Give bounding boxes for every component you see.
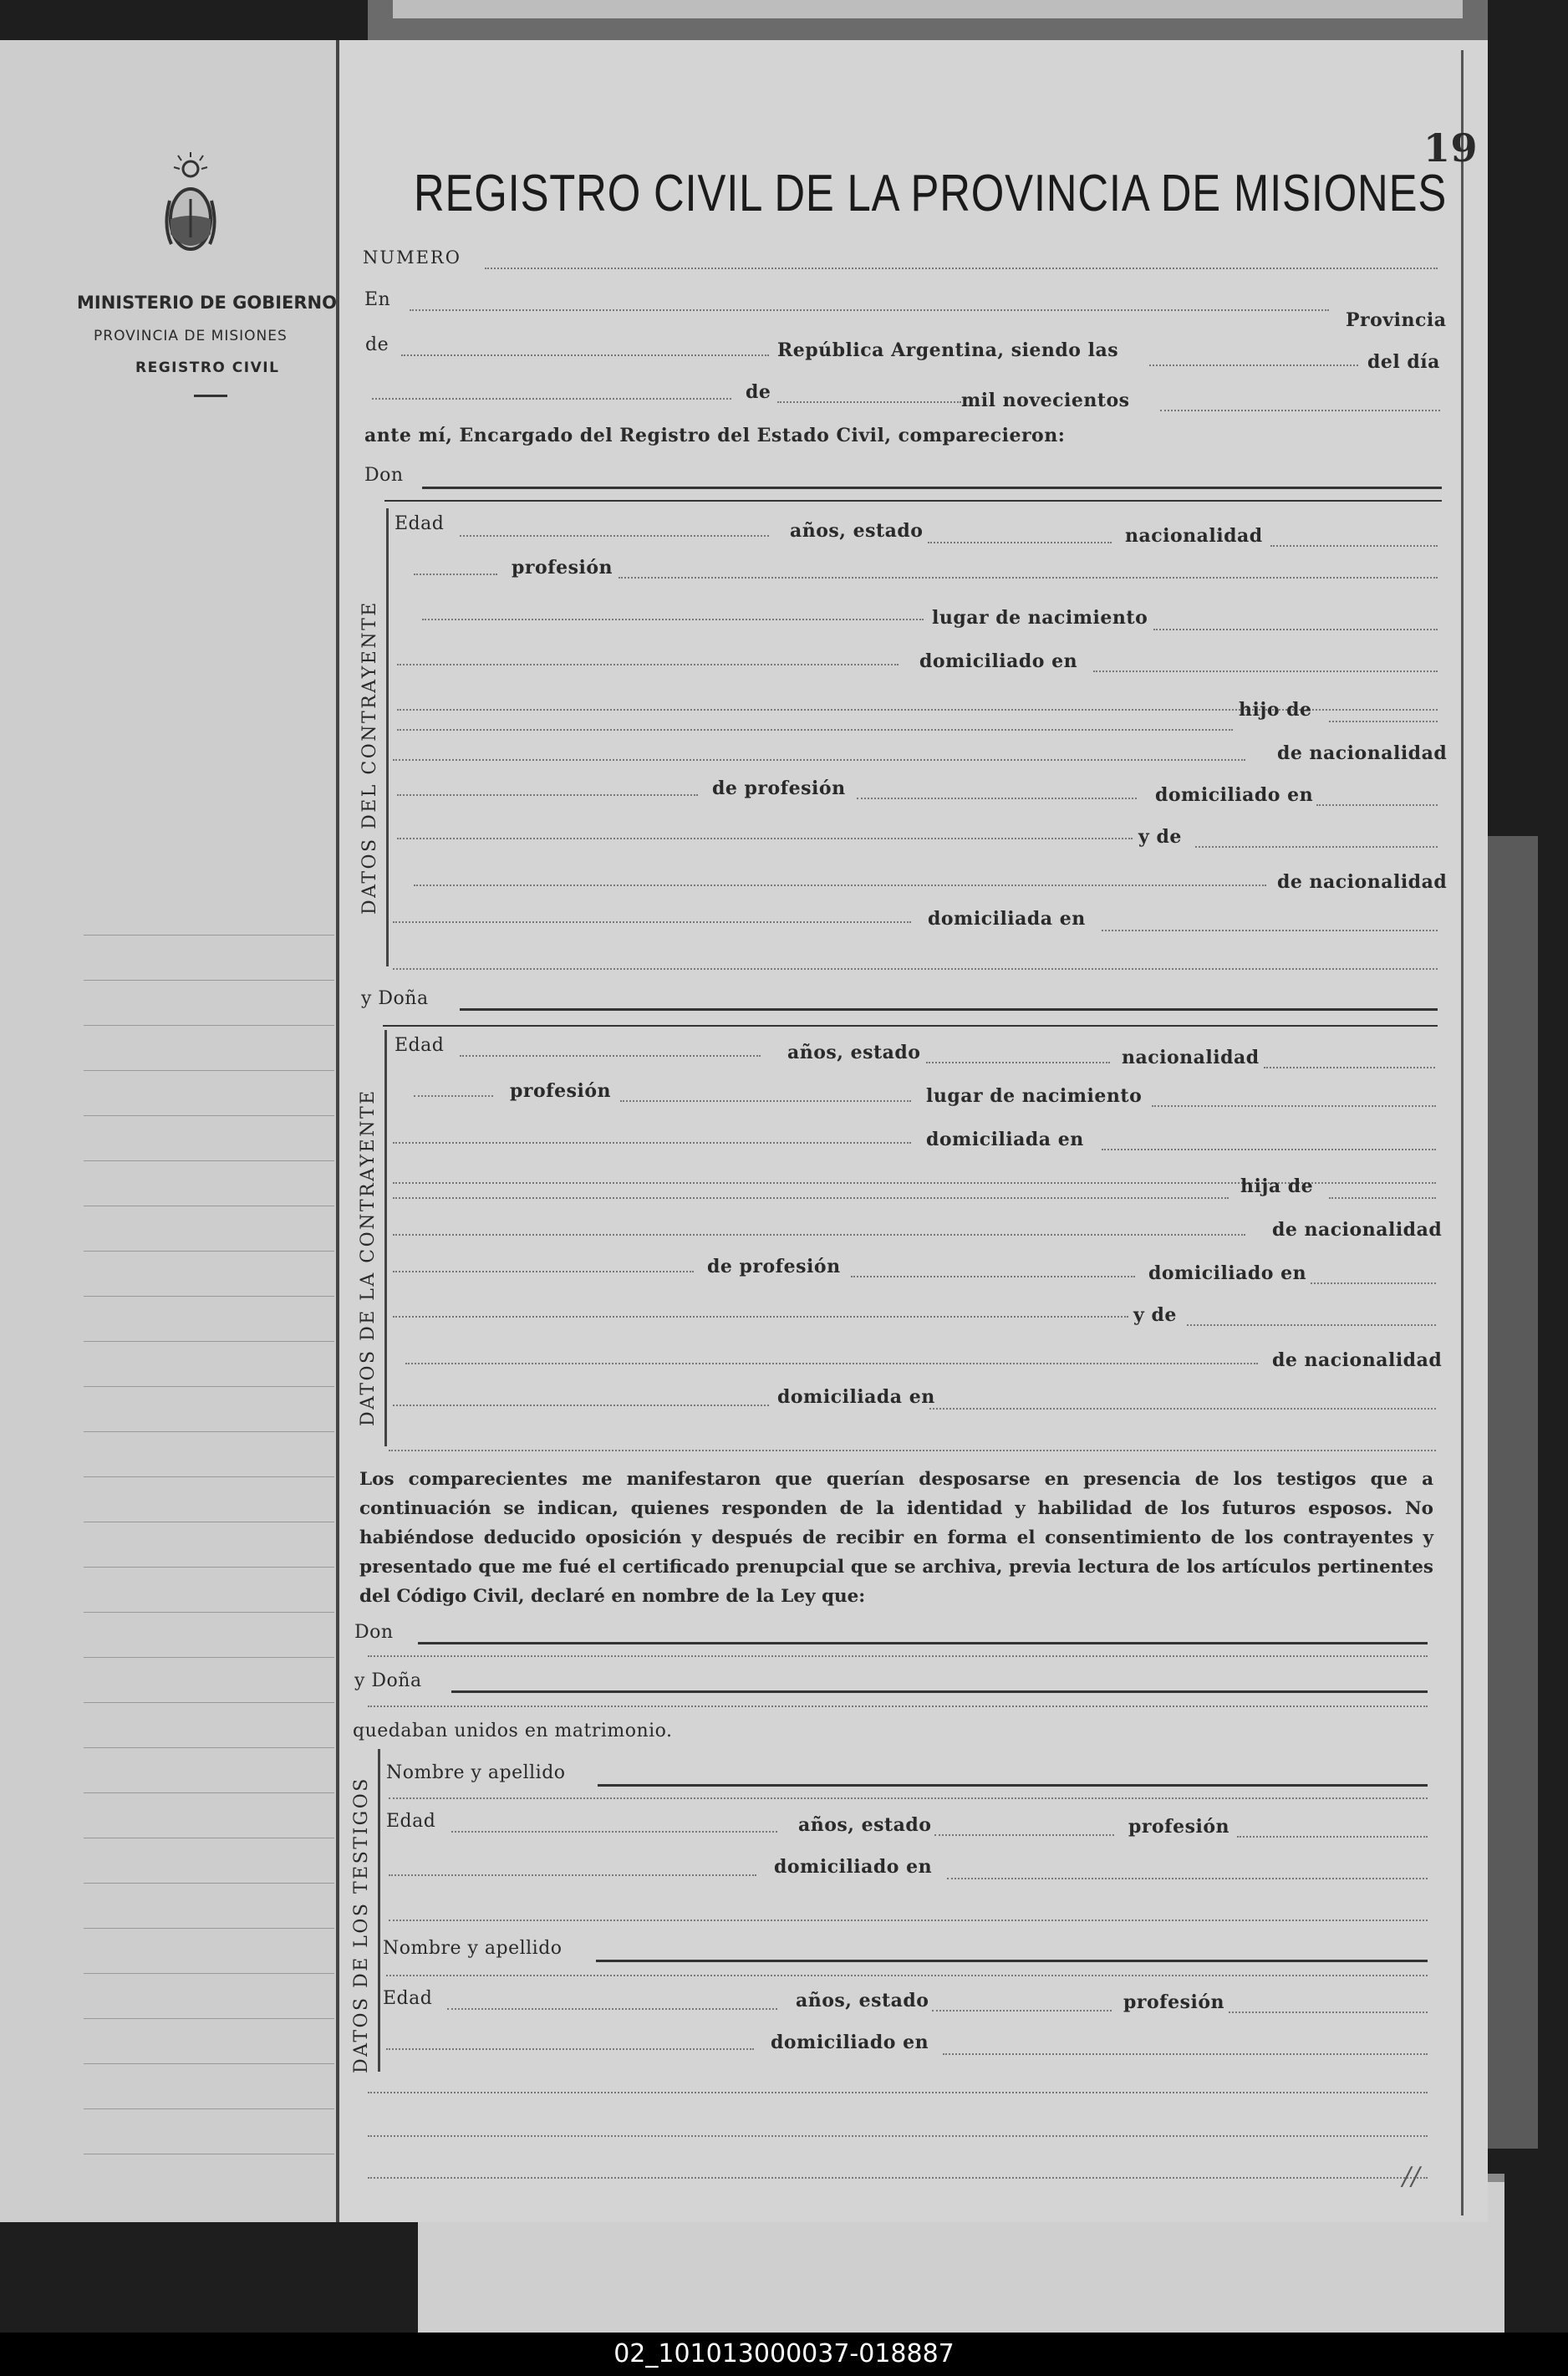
groom-lugar-field[interactable] bbox=[1153, 629, 1438, 630]
bride-mother-dom-field[interactable] bbox=[929, 1408, 1436, 1410]
w2-profesion-label: profesión bbox=[1123, 1991, 1225, 2013]
witnesses-bracket bbox=[378, 1749, 380, 2072]
margin-rule-line bbox=[84, 1296, 334, 1297]
groom-father-field[interactable] bbox=[1329, 721, 1438, 722]
office-label: REGISTRO CIVIL bbox=[135, 359, 280, 376]
page-title: REGISTRO CIVIL DE LA PROVINCIA DE MISIONES bbox=[414, 165, 1448, 222]
declaration-paragraph: Los comparecientes me manifestaron que querían desposarse en presencia de los testigos que a continuación se indican, quienes responden de la identidad y habilidad de los futuros esposos. No habiéndose deducido oposición y después de recibir en forma el consentimiento de los contrayentes y presentado que me fué el certificado prenupcial que se archiva, previa lectura de los artículos pertinentes del Código Civil, declaré en nombre de la Ley que: bbox=[359, 1469, 1433, 1607]
groom-age-field[interactable] bbox=[460, 535, 769, 537]
margin-rule bbox=[336, 40, 339, 2222]
w1-age-field[interactable] bbox=[451, 1831, 777, 1833]
bride-nacionalidad-label: nacionalidad bbox=[1122, 1047, 1260, 1068]
w2-nombre-label: Nombre y apellido bbox=[383, 1938, 563, 1959]
w1-line2[interactable] bbox=[389, 1874, 756, 1876]
groom-de-nac2-label: de nacionalidad bbox=[1277, 871, 1448, 893]
margin-rule-line bbox=[84, 1341, 334, 1342]
groom-estado-field[interactable] bbox=[928, 542, 1112, 543]
w2-name-field[interactable] bbox=[596, 1960, 1428, 1962]
ministry-label: MINISTERIO DE GOBIERNO bbox=[77, 293, 337, 313]
folio-number: 19 bbox=[1423, 125, 1479, 171]
bride-lugar-label: lugar de nacimiento bbox=[926, 1085, 1143, 1107]
groom-line2-field[interactable] bbox=[397, 664, 899, 665]
witnesses-section-label: DATOS DE LOS TESTIGOS bbox=[351, 1777, 372, 2073]
groom-nacionalidad-field[interactable] bbox=[1270, 545, 1438, 547]
decl-dona-label: y Doña bbox=[354, 1670, 422, 1691]
groom-profesion-label: profesión bbox=[512, 557, 613, 579]
margin-rule-line bbox=[84, 1792, 334, 1793]
w2-edad-label: Edad bbox=[383, 1988, 433, 2009]
bride-de-profesion-label: de profesión bbox=[707, 1256, 841, 1277]
margin-rule-line bbox=[84, 1702, 334, 1703]
margin-rule-line bbox=[84, 2108, 334, 2109]
bride-father-field[interactable] bbox=[1329, 1197, 1436, 1199]
margin-rule-line bbox=[84, 1476, 334, 1477]
bride-profesion-field[interactable] bbox=[620, 1100, 911, 1102]
bride-age-field[interactable] bbox=[460, 1055, 761, 1057]
groom-pre-profesion-field[interactable] bbox=[414, 574, 497, 575]
bride-y-de-label: y de bbox=[1133, 1304, 1177, 1326]
w2-line2[interactable] bbox=[386, 2048, 754, 2050]
republica-label: República Argentina, siendo las bbox=[777, 339, 1119, 361]
bride-de-nac2-label: de nacionalidad bbox=[1272, 1349, 1443, 1371]
w1-edad-label: Edad bbox=[386, 1811, 436, 1832]
divider bbox=[194, 395, 227, 397]
groom-line9-field[interactable] bbox=[393, 921, 911, 923]
bride-domiciliada-label: domiciliada en bbox=[926, 1129, 1084, 1150]
bride-line9-field[interactable] bbox=[389, 1450, 1436, 1451]
bride-line7-field[interactable] bbox=[405, 1363, 1258, 1364]
w1-name-field[interactable] bbox=[598, 1784, 1428, 1787]
w1-profesion-label: profesión bbox=[1128, 1816, 1230, 1838]
groom-domiciliado-label: domiciliado en bbox=[919, 650, 1078, 672]
margin-rule-line bbox=[84, 2018, 334, 2019]
bride-section-label: DATOS DE LA CONTRAYENTE bbox=[358, 1089, 379, 1426]
image-caption: 02_101013000037-018887 bbox=[0, 2333, 1568, 2376]
de-label: de bbox=[365, 334, 389, 355]
bride-de-nac1-label: de nacionalidad bbox=[1272, 1219, 1443, 1241]
margin-rule-line bbox=[84, 935, 334, 936]
handwritten-mark: // bbox=[1403, 2162, 1421, 2191]
mil-label: mil novecientos bbox=[961, 390, 1130, 411]
numero-label: NUMERO bbox=[363, 247, 461, 268]
groom-mother-dom-field[interactable] bbox=[1102, 930, 1438, 931]
decl-groom-line[interactable] bbox=[368, 1655, 1428, 1657]
en-label: En bbox=[364, 289, 391, 310]
bride-line-field[interactable] bbox=[393, 1142, 911, 1144]
groom-bracket bbox=[386, 508, 389, 966]
margin-rule-line bbox=[84, 1567, 334, 1568]
day-field[interactable] bbox=[372, 398, 731, 400]
groom-mother-field[interactable] bbox=[1195, 846, 1438, 848]
w1-domiciliado-label: domiciliado en bbox=[774, 1856, 933, 1878]
bride-line3-field[interactable] bbox=[393, 1197, 1229, 1199]
bride-lugar-field[interactable] bbox=[1152, 1105, 1436, 1107]
bride-nacionalidad-field[interactable] bbox=[1264, 1067, 1435, 1068]
groom-domiciliado2-label: domiciliado en bbox=[1155, 784, 1314, 806]
groom-line6-field[interactable] bbox=[397, 794, 698, 796]
groom-nacionalidad-label: nacionalidad bbox=[1125, 525, 1263, 547]
groom-name-field[interactable] bbox=[422, 487, 1442, 489]
province-field[interactable] bbox=[401, 354, 769, 356]
groom-line5-field[interactable] bbox=[393, 759, 1245, 761]
bride-father-prof-field[interactable] bbox=[851, 1276, 1135, 1277]
margin-rule-line bbox=[84, 980, 334, 981]
place-field[interactable] bbox=[410, 309, 1329, 311]
margin-rule-line bbox=[84, 2063, 334, 2064]
bride-line4-field[interactable] bbox=[393, 1234, 1245, 1236]
hour-field[interactable] bbox=[1149, 365, 1358, 366]
bride-line5-field[interactable] bbox=[393, 1271, 694, 1272]
bride-bracket bbox=[384, 1030, 387, 1446]
bride-mother-field[interactable] bbox=[1187, 1324, 1436, 1326]
bride-hija-label: hija de bbox=[1240, 1175, 1314, 1197]
bride-domicilio-field[interactable] bbox=[1102, 1149, 1436, 1150]
del-dia-label: del día bbox=[1367, 351, 1440, 373]
w2-domicilio-field[interactable] bbox=[943, 2053, 1428, 2055]
margin-rule-line bbox=[84, 1251, 334, 1252]
decl-bride-field[interactable] bbox=[451, 1690, 1428, 1693]
bride-domiciliada2-label: domiciliada en bbox=[777, 1386, 935, 1408]
w2-line[interactable] bbox=[386, 1975, 1428, 1976]
decl-bride-line[interactable] bbox=[368, 1706, 1428, 1707]
groom-father-prof-field[interactable] bbox=[857, 798, 1137, 799]
w1-domicilio-field[interactable] bbox=[947, 1878, 1428, 1879]
bride-line6-field[interactable] bbox=[393, 1316, 1128, 1318]
margin-rule-line bbox=[84, 1431, 334, 1432]
groom-domicilio-field[interactable] bbox=[1093, 670, 1438, 672]
decl-groom-field[interactable] bbox=[418, 1642, 1428, 1644]
groom-profesion-field[interactable] bbox=[619, 577, 1438, 579]
de-month-label: de bbox=[746, 381, 771, 403]
bride-estado-field[interactable] bbox=[926, 1062, 1110, 1063]
bride-pre-profesion-field[interactable] bbox=[414, 1095, 493, 1097]
bride-line8-field[interactable] bbox=[393, 1405, 769, 1406]
w1-estado-field[interactable] bbox=[934, 1834, 1114, 1836]
closing-line-2[interactable] bbox=[368, 2135, 1428, 2137]
margin-rule-line bbox=[84, 1747, 334, 1748]
margin-rule-line bbox=[84, 1612, 334, 1613]
bride-domiciliado2-label: domiciliado en bbox=[1148, 1262, 1307, 1284]
groom-de-nac1-label: de nacionalidad bbox=[1277, 742, 1448, 764]
year-field[interactable] bbox=[1160, 410, 1440, 411]
background-page-edge bbox=[393, 0, 1463, 18]
w1-profesion-field[interactable] bbox=[1237, 1836, 1428, 1838]
groom-line4-field[interactable] bbox=[397, 729, 1233, 731]
bride-anos-label: años, estado bbox=[787, 1042, 921, 1063]
groom-line7-field[interactable] bbox=[397, 838, 1133, 839]
provincia-label: Provincia bbox=[1346, 309, 1447, 331]
margin-rule-line bbox=[84, 1070, 334, 1071]
w1-anos-label: años, estado bbox=[798, 1814, 932, 1836]
month-field[interactable] bbox=[777, 401, 961, 403]
groom-section-label: DATOS DEL CONTRAYENTE bbox=[359, 600, 380, 915]
groom-de-profesion-label: de profesión bbox=[712, 778, 846, 799]
margin-rule-line bbox=[84, 1115, 334, 1116]
groom-edad-label: Edad bbox=[395, 513, 445, 534]
bride-edad-label: Edad bbox=[395, 1035, 445, 1056]
bride-name-field[interactable] bbox=[460, 1008, 1438, 1011]
w2-anos-label: años, estado bbox=[796, 1990, 929, 2011]
groom-hijo-label: hijo de bbox=[1239, 699, 1312, 721]
w2-domiciliado-label: domiciliado en bbox=[771, 2032, 929, 2053]
coat-of-arms-icon bbox=[163, 150, 218, 268]
groom-line-field[interactable] bbox=[422, 619, 924, 620]
numero-field[interactable] bbox=[485, 268, 1438, 269]
margin-rule-line bbox=[84, 1025, 334, 1026]
w2-estado-field[interactable] bbox=[932, 2010, 1112, 2011]
closing-line-1[interactable] bbox=[368, 2092, 1428, 2093]
w1-line[interactable] bbox=[389, 1797, 1428, 1799]
groom-line8-field[interactable] bbox=[414, 885, 1266, 886]
closing-line-3[interactable] bbox=[368, 2177, 1428, 2179]
y-dona-label: y Doña bbox=[361, 988, 429, 1009]
margin-rule-line bbox=[84, 1657, 334, 1658]
groom-father-dom-field[interactable] bbox=[1316, 804, 1438, 806]
decl-don-label: Don bbox=[354, 1622, 394, 1643]
province-label: PROVINCIA DE MISIONES bbox=[94, 328, 288, 344]
margin-rule-line bbox=[84, 1883, 334, 1884]
w1-line3[interactable] bbox=[389, 1920, 1428, 1921]
margin-rule-line bbox=[84, 1928, 334, 1929]
groom-rule bbox=[384, 500, 1442, 502]
bride-rule bbox=[383, 1025, 1438, 1027]
margin-rule-line bbox=[84, 1386, 334, 1387]
don-label: Don bbox=[364, 465, 404, 486]
groom-domiciliada-label: domiciliada en bbox=[928, 908, 1086, 930]
w2-age-field[interactable] bbox=[447, 2008, 777, 2010]
groom-y-de-label: y de bbox=[1138, 826, 1182, 848]
w1-nombre-label: Nombre y apellido bbox=[386, 1762, 566, 1783]
w2-profesion-field[interactable] bbox=[1229, 2011, 1428, 2013]
ante-label: ante mí, Encargado del Registro del Estado Civil, comparecieron: bbox=[364, 425, 1066, 446]
right-rule bbox=[1461, 50, 1464, 2215]
groom-lugar-label: lugar de nacimiento bbox=[932, 607, 1148, 629]
margin-rule-line bbox=[84, 1973, 334, 1974]
groom-line10-field[interactable] bbox=[393, 968, 1438, 970]
quedaban-label: quedaban unidos en matrimonio. bbox=[353, 1721, 673, 1741]
margin-rule-line bbox=[84, 1160, 334, 1161]
bride-father-dom-field[interactable] bbox=[1311, 1282, 1436, 1284]
groom-anos-label: años, estado bbox=[790, 520, 924, 542]
bride-profesion-label: profesión bbox=[510, 1080, 612, 1102]
